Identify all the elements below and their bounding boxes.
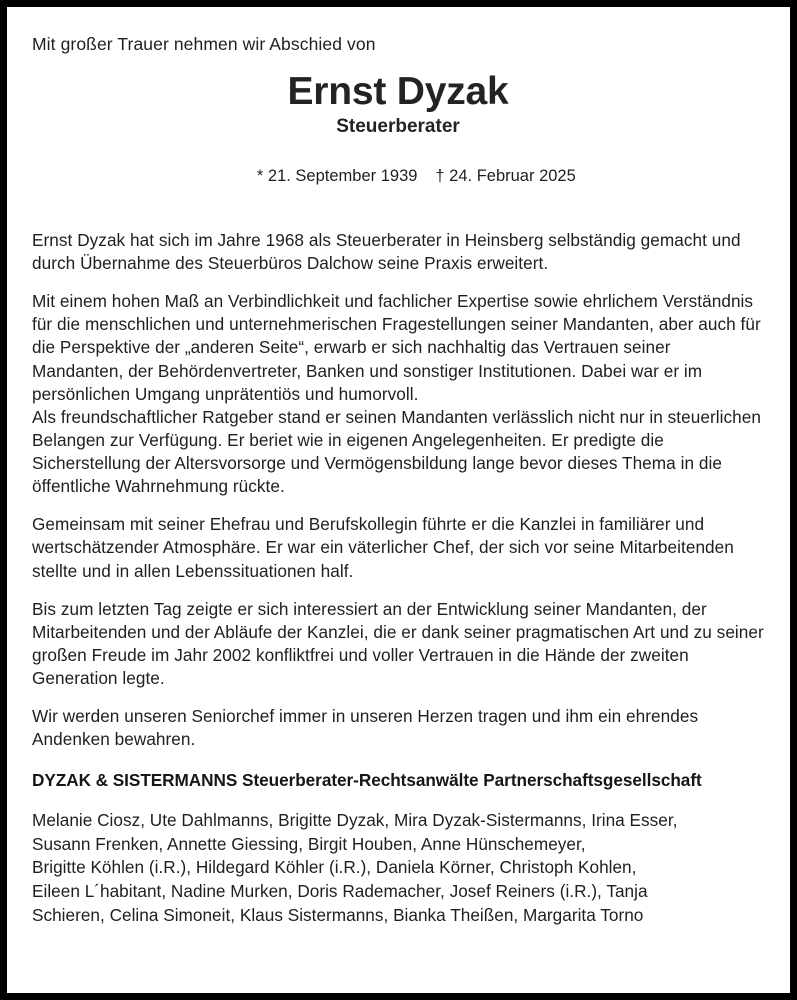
deceased-profession: Steuerberater (336, 115, 460, 137)
paragraph-1: Ernst Dyzak hat sich im Jahre 1968 als Steuerberater in Heinsberg selbständig gemacht und durch Übernahme des Steuerbüros Dalchow seine Praxis erweitert. (32, 229, 741, 274)
paragraph-6: Wir werden unseren Seniorchef immer in unseren Herzen tragen und ihm ein ehrendes Andenken bewahren. (32, 706, 699, 750)
deceased-header (32, 71, 764, 207)
paragraph-4: Gemeinsam mit seiner Ehefrau und Berufskollegin führte er die Kanzlei in familiärer und wertschätzender Atmosphäre. Er war ein väterlicher Chef, der sich vor seine Mitarbeitenden stellte und in allen Lebenssituationen half. (32, 514, 734, 581)
paragraph-5: Bis zum letzten Tag zeigte er sich interessiert an der Entwicklung seiner Mandanten, der Mitarbeitenden und der Abläufe der Kanzlei, die er dank seiner pragmatischen Art und zu seiner großen Freude im Jahr 2002 konfliktfrei und voller Vertrauen in die Hände der zweiten Generation legte. (32, 598, 764, 689)
life-dates (32, 148, 764, 207)
staff-line: Susann Frenken, Annette Giessing, Birgit Houben, Anne Hünschemeyer, (32, 833, 586, 854)
paragraph-3: Als freundschaftlicher Ratgeber stand er seinen Mandanten verlässlich nicht nur in steuerlichen Belangen zur Verfügung. Er beriet wie in eigenen Angelegenheiten. Er predigte die Sicherstellung der Altersvorsorge und Vermögensbildung lange bevor dieses Thema in die öffentliche Wahrnehmung rückte. (32, 406, 761, 497)
death-date: † 24. Februar 2025 (435, 167, 576, 186)
staff-list (32, 809, 764, 928)
staff-line: Melanie Ciosz, Ute Dahlmanns, Brigitte Dyzak, Mira Dyzak-Sistermanns, Irina Esser, (32, 809, 678, 830)
staff-line: Brigitte Köhlen (i.R.), Hildegard Köhler (i.R.), Daniela Körner, Christoph Kohlen, (32, 857, 637, 878)
company-name: DYZAK & SISTERMANNS Steuerberater-Rechtsanwälte Partnerschaftsgesellschaft (32, 770, 702, 791)
notice-inner (7, 7, 790, 993)
intro-line: Mit großer Trauer nehmen wir Abschied von (32, 34, 376, 54)
staff-line: Schieren, Celina Simoneit, Klaus Sistermanns, Bianka Theißen, Margarita Torno (32, 904, 644, 925)
paragraph-2: Mit einem hohen Maß an Verbindlichkeit und fachlicher Expertise sowie ehrlichem Verständnis für die menschlichen und unternehmerischen Fragestellungen seiner Mandanten, aber auch für die Perspektive der „anderen Seite“, erwarb er sich nachhaltig das Vertrauen seiner Mandanten, der Behördenvertreter, Banken und sonstiger Institutionen. Dabei war er im persönlichen Umgang unprätentiös und humorvoll. (32, 291, 761, 404)
birth-date: * 21. September 1939 (256, 167, 418, 186)
deceased-name: Ernst Dyzak (287, 69, 509, 113)
staff-line: Eileen L´habitant, Nadine Murken, Doris Rademacher, Josef Reiners (i.R.), Tanja (32, 880, 648, 901)
